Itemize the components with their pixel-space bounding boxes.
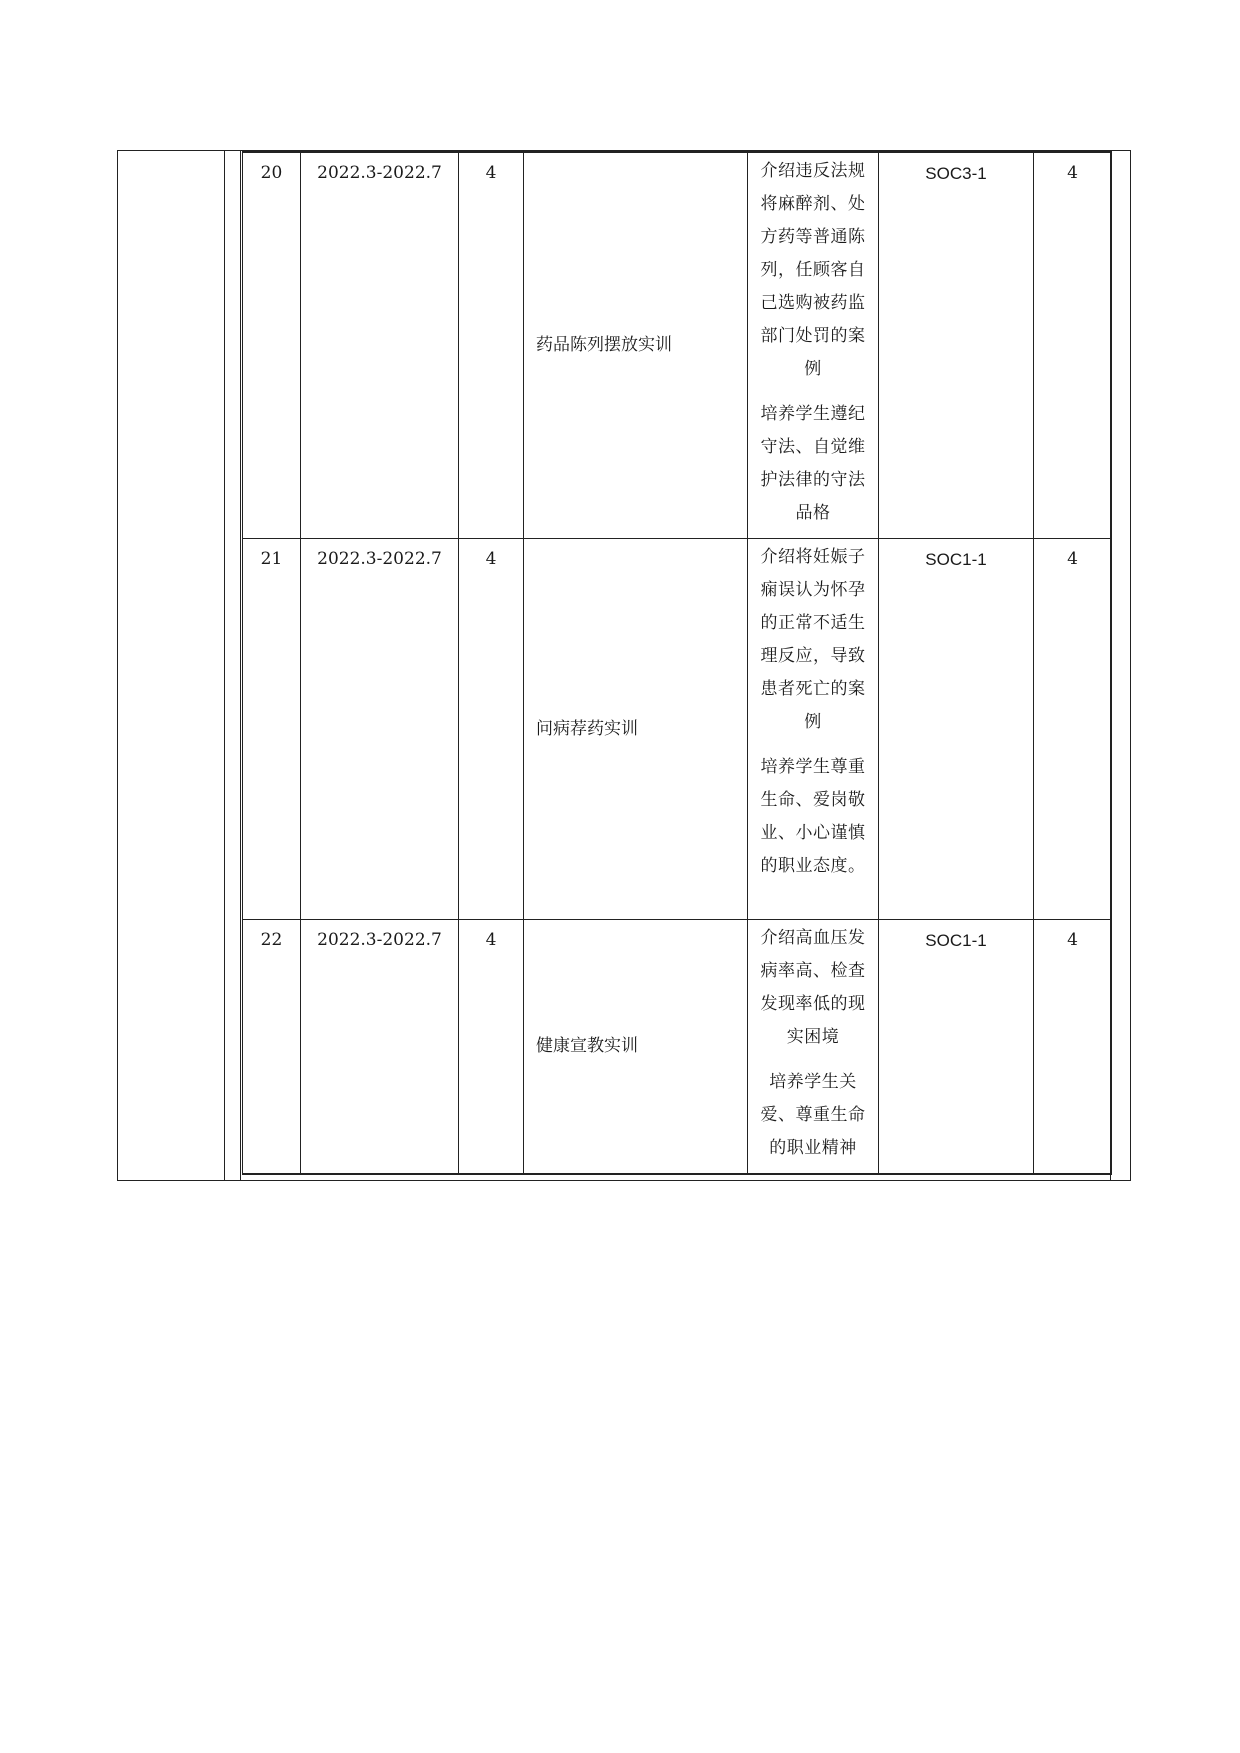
case-description: 介绍高血压发病率高、检查发现率低的现实困境	[760, 928, 866, 1047]
case-description: 介绍将妊娠子痫误认为怀孕的正常不适生理反应，导致患者死亡的案例	[760, 547, 866, 732]
table-row	[243, 539, 1112, 920]
score-cell: 4	[1034, 539, 1112, 920]
objective-code: SOC1-1	[879, 539, 1034, 920]
score-cell: 4	[1034, 920, 1112, 1175]
row-number: 22	[243, 920, 301, 1175]
case-description: 介绍违反法规将麻醉剂、处方药等普通陈列，任顾客自己选购被药监部门处罚的案例	[760, 161, 866, 379]
row-number: 20	[243, 152, 301, 539]
row-number: 21	[243, 539, 301, 920]
objective-code: SOC1-1	[879, 920, 1034, 1175]
hours-cell: 4	[459, 539, 524, 920]
hours-cell: 4	[459, 920, 524, 1175]
training-table	[242, 151, 1112, 1175]
case-cell	[748, 920, 879, 1175]
outer-column-divider	[224, 150, 225, 1181]
date-range: 2022.3-2022.7	[301, 920, 459, 1175]
table-row	[243, 152, 1112, 539]
objective-code: SOC3-1	[879, 152, 1034, 539]
training-name: 药品陈列摆放实训	[524, 152, 748, 539]
training-name: 健康宣教实训	[524, 920, 748, 1175]
case-cell	[748, 152, 879, 539]
training-goal: 培养学生遵纪守法、自觉维护法律的守法品格	[760, 404, 866, 523]
outer-column-divider	[240, 150, 241, 1181]
score-cell: 4	[1034, 152, 1112, 539]
training-goal: 培养学生关爱、尊重生命的职业精神	[760, 1072, 866, 1158]
table-row	[243, 920, 1112, 1175]
training-name: 问病荐药实训	[524, 539, 748, 920]
case-cell	[748, 539, 879, 920]
training-goal: 培养学生尊重生命、爱岗敬业、小心谨慎的职业态度。	[760, 757, 866, 876]
hours-cell: 4	[459, 152, 524, 539]
date-range: 2022.3-2022.7	[301, 152, 459, 539]
date-range: 2022.3-2022.7	[301, 539, 459, 920]
